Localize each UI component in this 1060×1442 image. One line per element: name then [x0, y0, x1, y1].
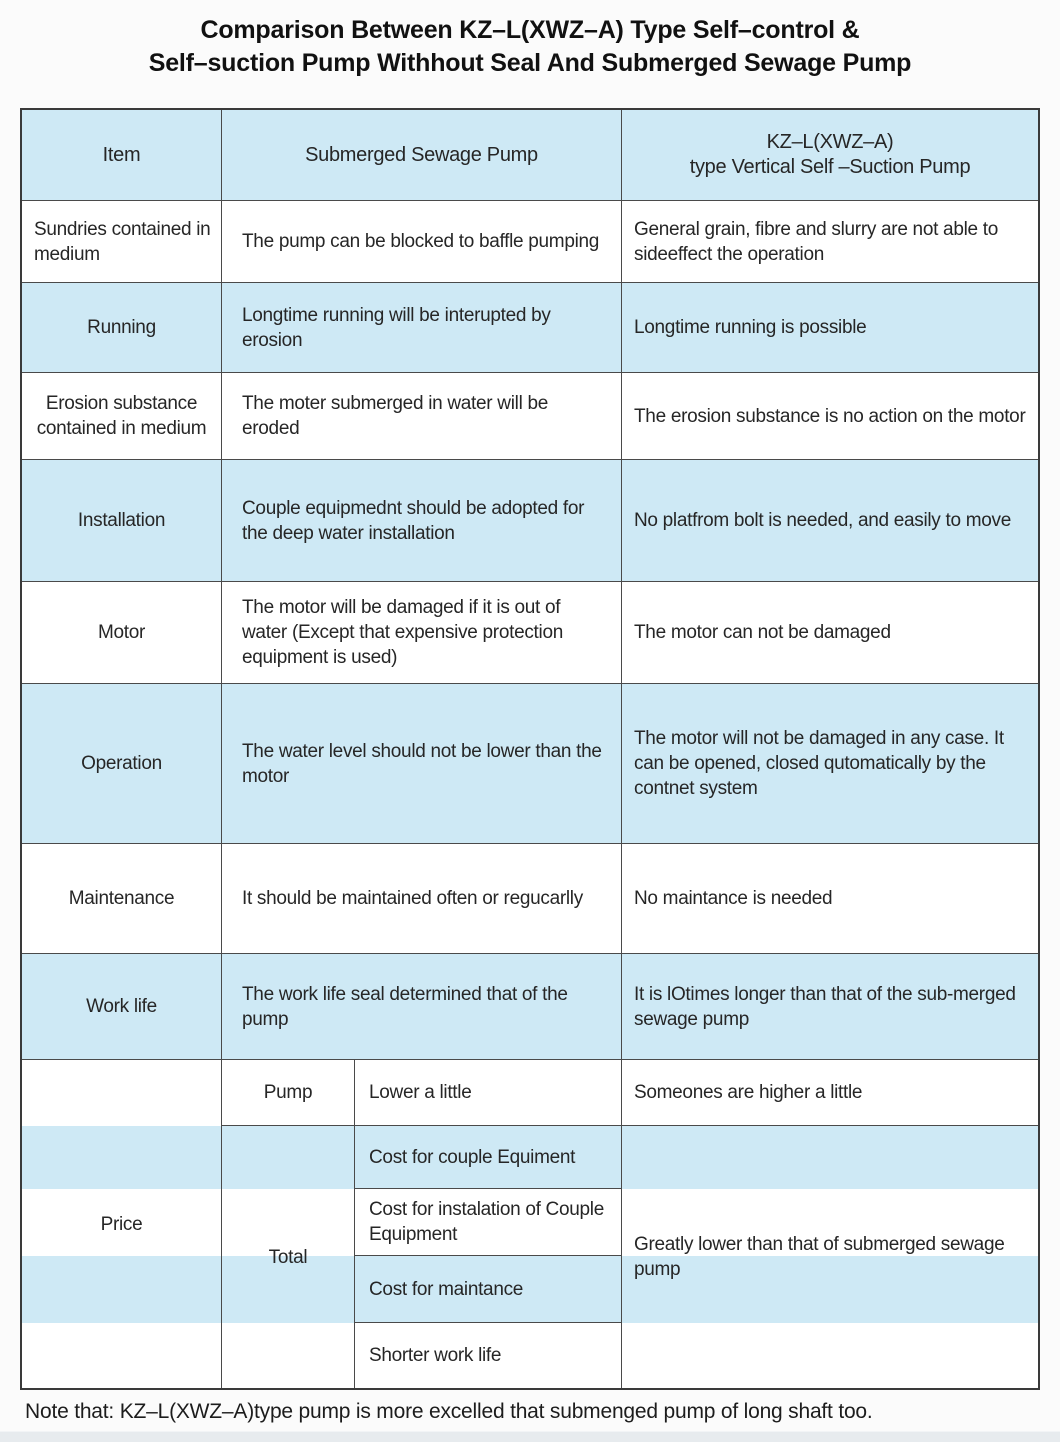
row-kz-value: The motor can not be damaged [622, 582, 1038, 684]
price-pump-kz-value: Someones are higher a little [622, 1060, 1038, 1126]
row-submerged-value: Couple equipmednt should be adopted for the deep water installation [222, 460, 622, 582]
price-total-item: Cost for instalation of Couple Equipment [355, 1189, 622, 1256]
row-kz-value: General grain, fibre and slurry are not able to sideeffect the operation [622, 201, 1038, 283]
footnote: Note that: KZ–L(XWZ–A)type pump is more excelled that submenged pump of long shaft too. [25, 1400, 873, 1423]
row-kz-value: No platfrom bolt is needed, and easily to move [622, 460, 1038, 582]
price-item-label: Price [22, 1060, 222, 1388]
bottom-scan-bar [0, 1431, 1060, 1442]
row-submerged-value: It should be maintained often or regucarlly [222, 844, 622, 954]
row-submerged-value: The water level should not be lower than the motor [222, 684, 622, 844]
row-submerged-value: The work life seal determined that of the pump [222, 954, 622, 1060]
row-kz-value: The erosion substance is no action on the motor [622, 373, 1038, 460]
row-item-label: Operation [22, 684, 222, 844]
row-item-label: Erosion substance contained in medium [22, 373, 222, 460]
row-item-label: Installation [22, 460, 222, 582]
price-total-item: Cost for maintance [355, 1256, 622, 1323]
price-total-item: Cost for couple Equiment [355, 1126, 622, 1189]
price-pump-submerged-value: Lower a little [355, 1060, 622, 1126]
header-kz-line1: KZ–L(XWZ–A) [766, 131, 894, 153]
comparison-table [20, 108, 1040, 1390]
row-kz-value: The motor will not be damaged in any case. It can be opened, closed qutomatically by the contnet system [622, 684, 1038, 844]
header-kz-cell [622, 110, 1038, 201]
page-title-line1: Comparison Between KZ–L(XWZ–A) Type Self–control & [200, 16, 860, 44]
row-item-label: Work life [22, 954, 222, 1060]
header-item-cell: Item [22, 110, 222, 201]
row-item-label: Sundries contained in medium [22, 201, 222, 283]
row-submerged-value: The pump can be blocked to baffle pumping [222, 201, 622, 283]
row-kz-value: Longtime running is possible [622, 283, 1038, 373]
row-submerged-value: Longtime running will be interupted by erosion [222, 283, 622, 373]
price-total-kz-value: Greatly lower than that of submerged sewage pump [622, 1126, 1038, 1388]
price-total-label: Total [222, 1126, 355, 1388]
price-total-item: Shorter work life [355, 1323, 622, 1388]
header-submerged-cell: Submerged Sewage Pump [222, 110, 622, 201]
row-kz-value: No maintance is needed [622, 844, 1038, 954]
row-kz-value: It is lOtimes longer than that of the sub-merged sewage pump [622, 954, 1038, 1060]
row-submerged-value: The moter submerged in water will be eroded [222, 373, 622, 460]
page-title [0, 14, 1060, 80]
row-item-label: Running [22, 283, 222, 373]
document-page [0, 14, 1060, 1442]
page-title-line2: Self–suction Pump Withhout Seal And Submerged Sewage Pump [148, 49, 912, 77]
header-kz-line2: type Vertical Self –Suction Pump [689, 156, 971, 178]
price-pump-label: Pump [222, 1060, 355, 1126]
row-item-label: Motor [22, 582, 222, 684]
row-item-label: Maintenance [22, 844, 222, 954]
row-submerged-value: The motor will be damaged if it is out of water (Except that expensive protection equipment is used) [222, 582, 622, 684]
